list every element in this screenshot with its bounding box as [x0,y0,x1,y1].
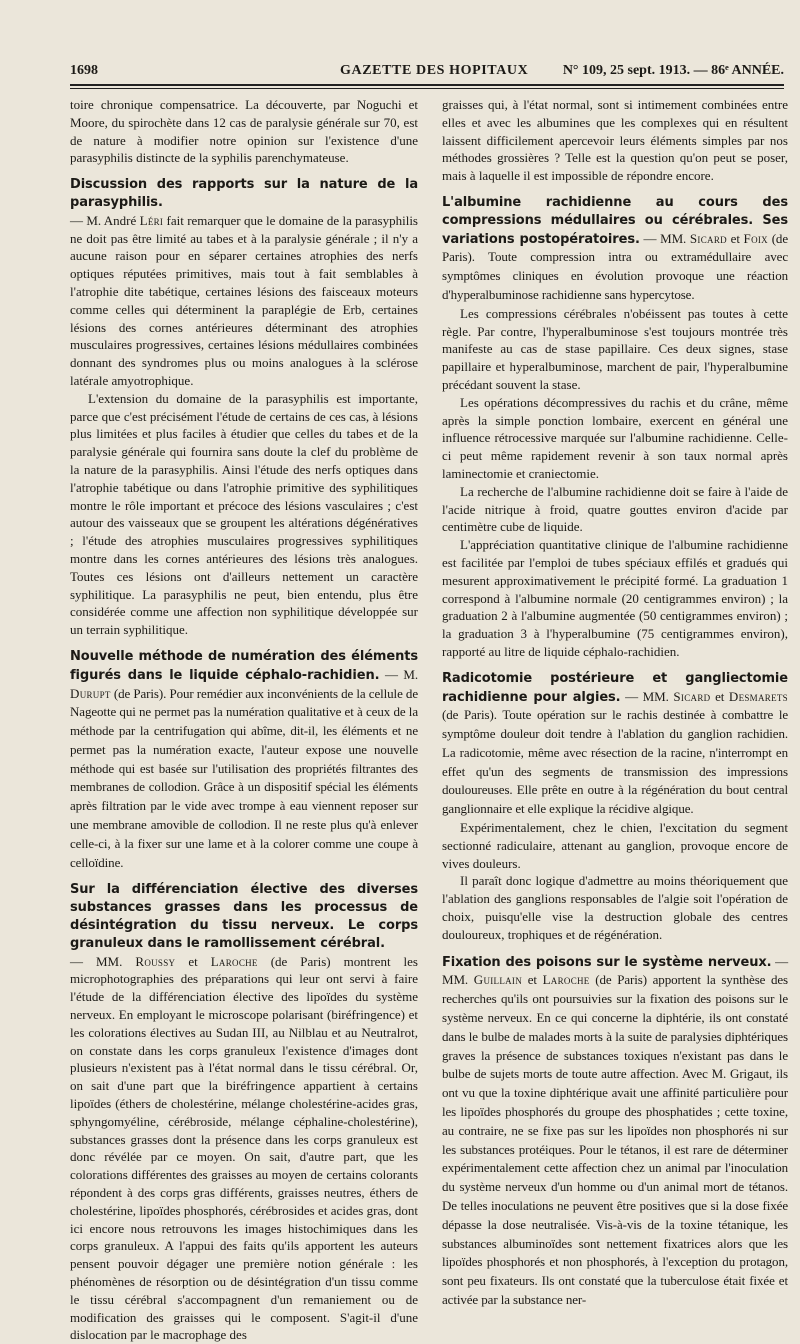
paragraph-roussy-laroche [70,953,418,1344]
section-heading-parasyphilis: Discussion des rapports sur la nature de la parasyphilis. [70,177,418,210]
author-name: Léri [139,212,164,228]
heading-inline-text [442,954,788,1307]
paragraph-leri [70,212,418,390]
heading-text: Nouvelle méthode de numération des éléments figurés dans le liquide céphalo-rachidien. [70,648,418,683]
paragraph: L'extension du domaine de la parasyphilis est importante, parce que c'est précisément l'étude de certains de ces cas, à lésions plus limitées et plus faciles à étudier que celles du tabes et de la paralysie générale qui fournira sans doute la clef du problème de la nature de la parasyphilis. Ainsi l'étude des nerfs optiques dans l'atrophie tabétique ou dans l'atrophie primitive des syphilitiques montre le rôle important et précoce des lésions vasculaires ; c'est autour des vaisseaux que se groupent les altérations dégénératives ; l'étude des atrophies musculaires progressives syphilitiques montre dans les cornes antérieures des lésions très analogues. Toutes ces lésions ont d'ailleurs nettement un caractère syphilitique. La parasyphilis ne peut, bien entendu, plus être considérée comme une affection non syphilitique développée sur un terrain syphilitique. [70,390,418,638]
author-name: Sicard [673,688,711,704]
text-run: — MM. [639,230,690,246]
text-run: (de Paris). Toute compression intra ou extramédullaire avec symptômes cliniques en évolution provoque une réaction d'hyperalbuminose rachidienne sans hypercytose. [442,230,788,302]
author-name: Desmarets [728,688,788,704]
right-column [442,96,789,1307]
journal-title: GAZETTE DES HOPITAUX [340,63,529,78]
text-run: — M. André [70,212,140,228]
paragraph: Il paraît donc logique d'admettre au moins théoriquement que l'ablation des ganglions responsables de l'algie soit l'opération de choix, puisqu'elle vise la destruction globale des centres douloureux, trophiques et de régénération. [442,873,788,942]
page-number: 1698 [70,63,98,78]
text-run: — MM. [620,688,674,704]
issue-info: N° 109, 25 sept. 1913. — 86ᵉ ANNÉE. [562,63,784,78]
author-name: Laroche [542,972,590,988]
text-run: (de Paris) apportent la synthèse des recherches qu'ils ont poursuivies sur la fixation des poisons sur le système nerveux. En ce qui concerne la diphtérie, ils ont constaté dans le bulbe de malades morts à la suite de paralysies diphtériques graves la présence de substances toxiques n'existant pas dans le bulbe de sujets morts de toute autre affection. Avec M. Grigaut, ils ont vu que la toxine diphtérique avait une affinité particulière pour les lipoïdes phosphorés du groupe des phosphatides ; cette toxine, au contraire, ne se fixe pas sur les lipoïdes non phosphorés ni sur les substances protéiques. Pour le tétanos, il est rare de déterminer expérimentalement cette affection chez un animal par l'inoculation du système nerveux d'un homme ou d'un animal mort de tétanos. De telles inoculations ne peuvent être positives que si la dose fixée dépasse la dose neutralisée. Vis-à-vis de la toxine tétanique, les substances albuminoïdes sont nettement fixatrices alors que les lipoïdes phosphorés et non phosphorés, à l'exception du protagon, sont peu fixateurs. Ils ont constaté que la tuberculose était fixée et activée par la substance ner- [442,972,789,1307]
page-header [70,58,784,84]
text-run: (de Paris). Toute opération sur le rachis destinée à combattre le symptôme douleur doit tendre à l'ablation du ganglion rachidien. La radicotomie, même avec résection de la racine, n'interrompt en effet qu'un des segments de transmission des impressions douloureuses. Elle prête en outre à la régénération du bout central ganglionnaire et elle explique la récidive algique. [442,707,788,817]
author-name: Durupt [70,685,111,701]
section-heading-numeration [70,648,418,873]
author-name: Foix [743,230,768,246]
text-run: (de Paris). Pour remédier aux inconvénients de la cellule de Nageotte qui ne permet pas la numération qualitative et à ceux de la méthode par la centrifugation qui abîme, dit-il, les éléments et ne permet pas la numération exacte, l'auteur expose une nouvelle méthode qui est basée sur l'utilisation des propriétés filtrantes des membranes de collodion. Grâce à un dispositif spécial les éléments après filtration par le vide avec trompe à eau viennent reposer sur une membrane amovible de collodion. Il ne reste plus qu'à enlever celle-ci, à la fixer sur une lame et à la colorer comme une coupe à celloïdine. [70,685,418,870]
section-heading-poisons [442,953,788,1310]
continued-paragraph: graisses qui, à l'état normal, sont si intimement combinées entre elles et avec les albumines que les complexes qui en résultent laissent difficilement apercevoir leurs éléments simples par nos méthodes grossières ? Telle est la question qu'on peut se poser, mais à laquelle il est impossible de répondre encore. [442,97,788,184]
continued-paragraph: toire chronique compensatrice. La découverte, par Noguchi et Moore, du spirochète dans 12 cas de paralysie générale sur 70, est de nature à modifier notre opinion sur l'existence d'une parasyphilis distincte de la syphilis parenchymateuse. [70,97,418,166]
author-name: Roussy [135,953,176,969]
text-run: fait remarquer que le domaine de la parasyphilis ne doit pas être limité au tabes et à la paralysie générale ; il n'y a aucune raison pour en séparer certaines atrophies des nerfs optiques réputées primitives, mais tout à fait semblables à l'atrophie dite tabétique, certaines lésions des faisceaux moteurs comme celles qui déterminent la paraplégie de Erb, certaines lésions des cornes antérieures déterminant des atrophies musculaires progressives, certaines lésions médullaires combinées donnant des syndromes plus ou moins analogues à la sclérose latérale amyotrophique. [70,212,418,388]
heading-inline-text [442,689,788,817]
heading-text: Fixation des poisons sur le système nerveux. [442,954,772,970]
heading-text: L'albumine rachidienne au cours des compressions médullaires ou cérébrales. Ses variations postopératoires. [442,194,788,247]
author-name: Guillain [473,972,523,988]
text-run: et [710,688,729,704]
text-run: et [522,972,543,988]
heading-text: Radicotomie postérieure et gangliectomie rachidienne pour algies. [442,670,788,705]
text-run: et [175,953,211,969]
paragraph: Les compressions cérébrales n'obéissent pas toutes à cette règle. Par contre, l'hyperalbuminose s'est toujours montrée très manifeste au cas de stase papillaire. Ces deux signes, stase papillaire et hyperalbuminose, marchent de pair, l'hyperalbumine précédant souvent la stase. [442,305,788,392]
section-heading-radicotomie [442,670,788,819]
section-heading-differenciation: Sur la différenciation élective des diverses substances grasses dans les processus de désintégration du tissu nerveux. Le corps granuleux dans le ramollissement cérébral. [70,882,418,951]
section-heading-albumine [442,194,788,305]
text-run: — M. [379,666,419,682]
header-rule-thick [70,84,784,86]
author-name: Laroche [210,953,258,969]
text-run: (de Paris) montrent les microphotographies des préparations qui leur ont servi à faire l'étude de la différenciation élective des lipoïdes du système nerveux. En employant le microscope polarisant (biréfringence) et les colorations électives au Sudan III, au Nilblau et au Neutralrot, on constate dans les corps granuleux l'existence d'images dont plusieurs n'existent pas à l'état normal dans le tissu cérébral. Or, on sait d'une part que la biréfringence appartient à certains lipoïdes (éthers de cholestérine, mélange cholestérine-acides gras, sphyngomyéline, cérébroside, mélange céphaline-cholestérine), substances grasses dont la présence dans les corps granuleux est donc révélée par ce moyen. On sait, d'autre part, que les colorations différentes des graisses au moyen de certains colorants répondent à des corps gras différents, graisses neutres, éthers de cholestérine, lipoïdes phosphorés, cérébrosides et acides gras, dont ici encore nous retrouvons les images histochimiques dans les corps granuleux. A l'appui des faits qu'ils apportent les auteurs pensent pouvoir dégager une première notion générale : les phénomènes de résorption ou de désintégration d'un tissu comme le tissu cérébral s'accompagnent d'un remaniement ou de modification des graisses qui le composent. S'agit-il d'une dislocation par le macrophage des [70,953,418,1343]
paragraph: La recherche de l'albumine rachidienne doit se faire à l'aide de l'acide nitrique à froid, quatre gouttes environ d'acide par centimètre cube de liquide. [442,483,788,535]
paragraph: L'appréciation quantitative clinique de l'albumine rachidienne est facilitée par l'emploi de tubes spéciaux effilés et gradués qui mesurent approximativement le précipité formé. La graduation 1 correspond à l'albumine normale (20 centigrammes environ) ; la graduation 2 à l'albumine augmentée (50 centigrammes environ) ; la graduation 3 à l'hyperalbumine (75 centigrammes environ), rapporté au litre de liquide céphalo-rachidien. [442,537,788,659]
author-name: Sicard [689,230,727,246]
paragraph: Les opérations décompressives du rachis et du crâne, même après la simple ponction lombaire, exercent en général une influence rétrocessive marquée sur l'albumine rachidienne. Celle-ci peut même rapidement revenir à son taux normal après laminectomie et craniectomie. [442,394,788,481]
text-run: et [726,230,744,246]
text-run: — MM. [70,953,136,969]
left-column [70,96,419,1343]
header-rule-thin [70,88,784,89]
paragraph: Expérimentalement, chez le chien, l'excitation du segment sectionné radiculaire, attenant au ganglion, provoque encore de vives douleurs. [442,820,788,871]
heading-inline-text [70,667,418,870]
text-run: — MM. [442,953,788,988]
